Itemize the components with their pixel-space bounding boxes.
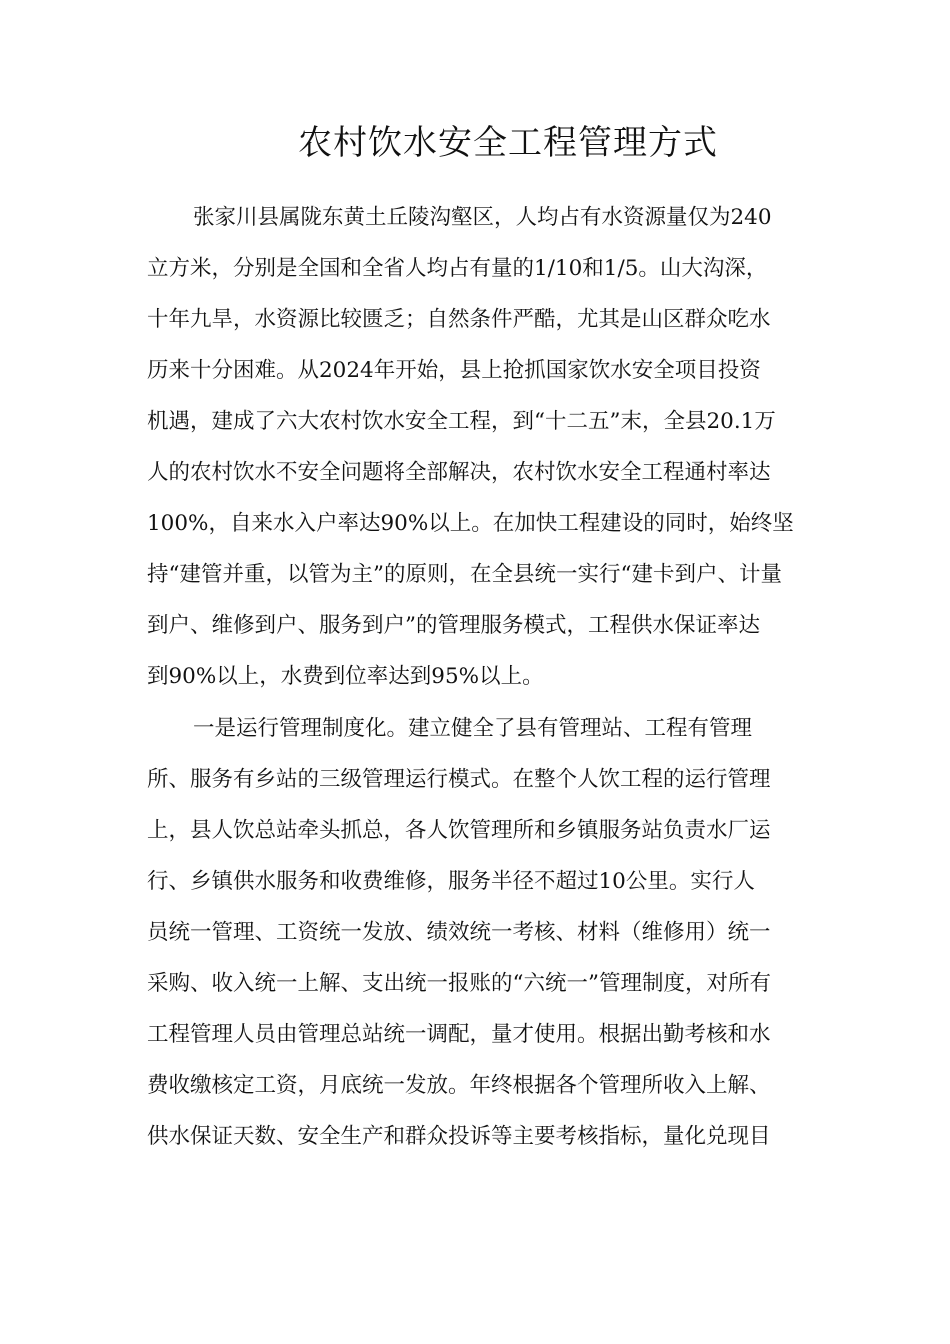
paragraph-line: 一是运行管理制度化。建立健全了县有管理站、工程有管理: [193, 716, 753, 741]
paragraph-line: 到户、维修到户、服务到户”的管理服务模式，工程供水保证率达: [147, 613, 760, 638]
paragraph-line: 供水保证天数、安全生产和群众投诉等主要考核指标，量化兑现目: [147, 1124, 771, 1149]
paragraph-line: 所、服务有乡站的三级管理运行模式。在整个人饮工程的运行管理: [147, 767, 771, 792]
paragraph-line: 人的农村饮水不安全问题将全部解决，农村饮水安全工程通村率达: [147, 460, 771, 485]
paragraph-line: 历来十分困难。从2024年开始，县上抢抓国家饮水安全项目投资: [147, 358, 761, 383]
paragraph-line: 员统一管理、工资统一发放、绩效统一考核、材料（维修用）统一: [147, 920, 771, 945]
paragraph-line: 立方米，分别是全国和全省人均占有量的1/10和1/5。山大沟深，: [147, 256, 768, 281]
paragraph-line: 100%，自来水入户率达90%以上。在加快工程建设的同时，始终坚: [147, 511, 794, 536]
paragraph-line: 张家川县属陇东黄土丘陵沟壑区，人均占有水资源量仅为240: [193, 205, 772, 230]
paragraph-line: 工程管理人员由管理总站统一调配，量才使用。根据出勤考核和水: [147, 1022, 771, 1047]
paragraph-line: 持“建管并重，以管为主”的原则，在全县统一实行“建卡到户、计量: [147, 562, 782, 587]
document-title: 农村饮水安全工程管理方式: [298, 123, 718, 163]
paragraph-line: 十年九旱，水资源比较匮乏；自然条件严酷，尤其是山区群众吃水: [147, 307, 771, 332]
paragraph-line: 机遇，建成了六大农村饮水安全工程，到“十二五”末，全县20.1万: [147, 409, 776, 434]
paragraph-line: 费收缴核定工资，月底统一发放。年终根据各个管理所收入上解、: [147, 1073, 771, 1098]
paragraph-line: 到90%以上，水费到位率达到95%以上。: [147, 664, 544, 689]
paragraph-line: 上，县人饮总站牵头抓总，各人饮管理所和乡镇服务站负责水厂运: [147, 818, 771, 843]
paragraph-line: 行、乡镇供水服务和收费维修，服务半径不超过10公里。实行人: [147, 869, 755, 894]
paragraph-line: 采购、收入统一上解、支出统一报账的“六统一”管理制度，对所有: [147, 971, 771, 996]
